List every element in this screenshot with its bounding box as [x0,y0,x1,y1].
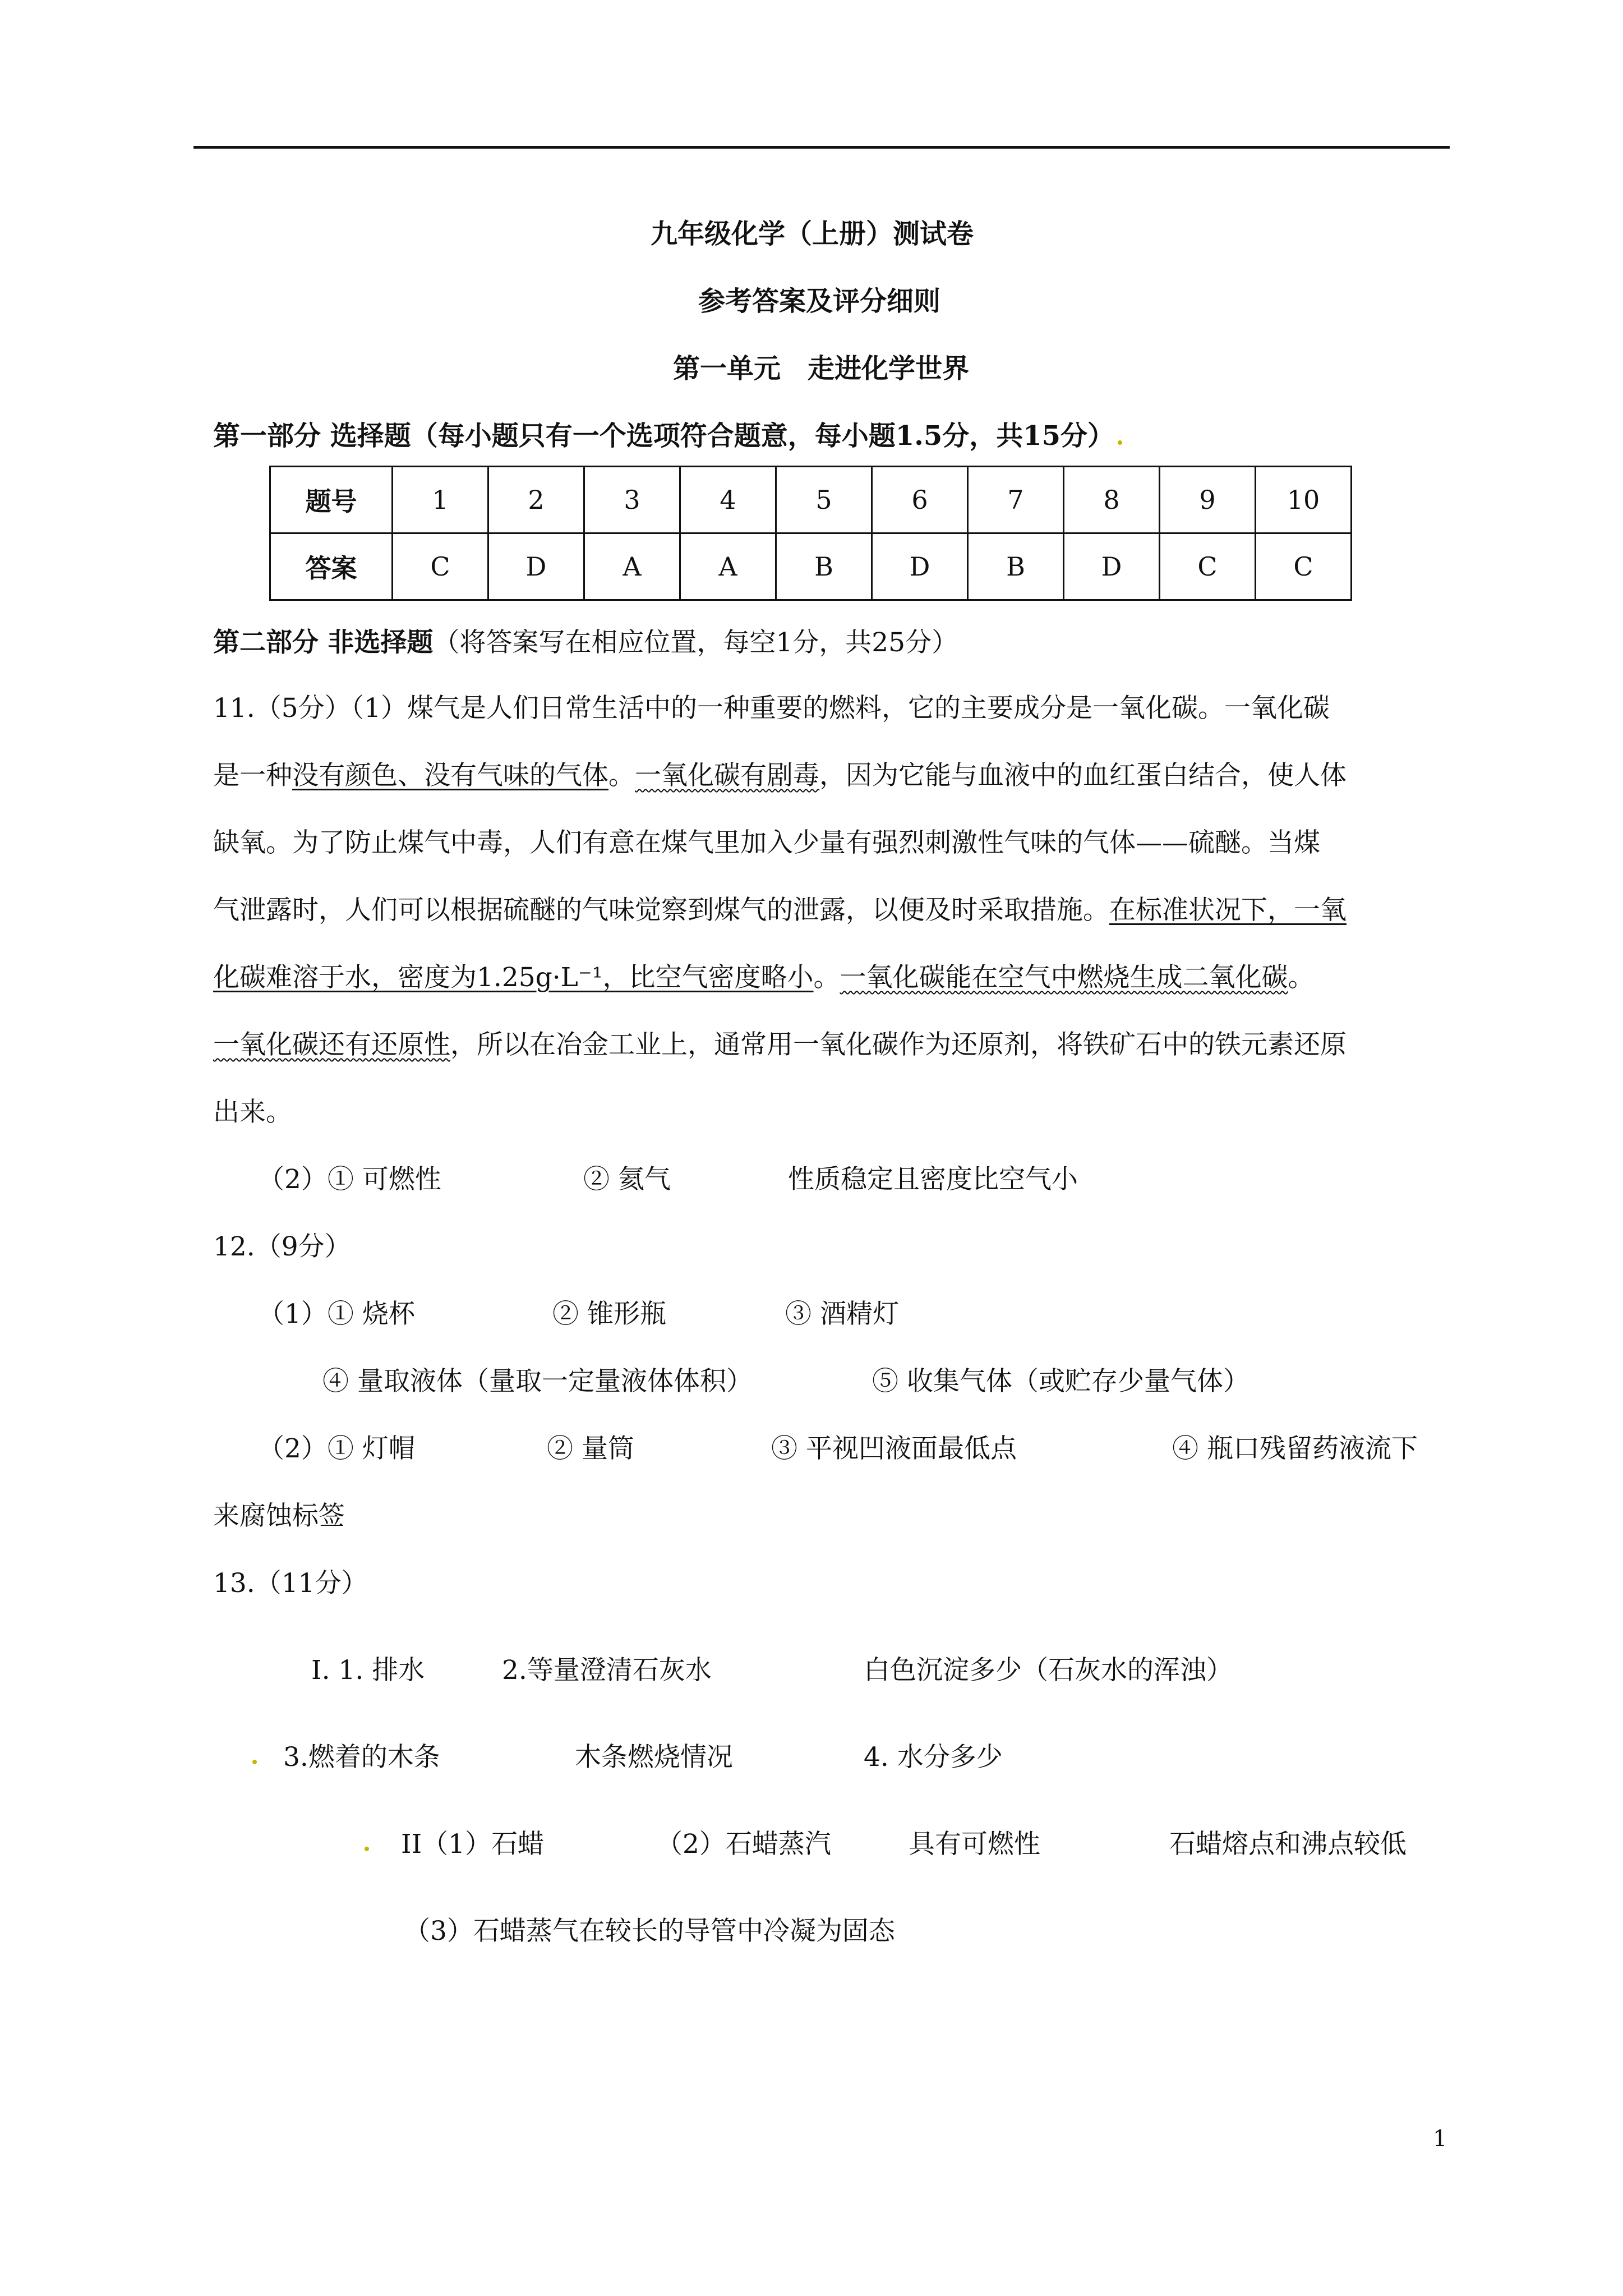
table-row-answers [270,533,1352,600]
answer-table [269,466,1352,601]
q11-line-5 [213,956,1315,994]
q11-line-4 [213,889,1347,927]
mark-dot [252,1756,257,1766]
part2-heading [213,622,958,659]
table-cell: D [872,533,968,600]
table-cell: 8 [1064,467,1160,533]
q13-answer: 白色沉淀多少（石灰水的浑浊） [864,1655,1233,1686]
q12-answer: ④ 瓶口残留药液流下 [1172,1433,1418,1464]
wavy-underlined-text: 一氧化碳还有还原性 [213,1029,450,1060]
q12-answer: ② 锥形瓶 [552,1299,666,1329]
q13-answer: 2.等量澄清石灰水 [502,1655,712,1686]
text-span: 。 [1288,962,1315,993]
table-cell: 4 [680,467,776,533]
q13-answer: 石蜡熔点和沸点较低 [1169,1829,1407,1860]
table-cell: A [584,533,680,600]
q13-answer: I. 1. 排水 [311,1655,425,1686]
q11-part2-answer-2: ② 氦气 [583,1164,671,1195]
q11-line-1: 11.（5分）（1）煤气是人们日常生活中的一种重要的燃料，它的主要成分是一氧化碳。一氧化碳 [213,693,1330,724]
q11-line-2 [213,754,1347,792]
q12-heading: 12.（9分） [213,1231,351,1262]
table-cell: B [968,533,1064,600]
q12-answer-continued: 来腐蚀标签 [213,1501,345,1531]
table-header-cell: 答案 [270,533,393,600]
q13-answer: 木条燃烧情况 [575,1742,733,1773]
q12-answer: ③ 平视凹液面最低点 [771,1433,1017,1464]
q13-heading: 13.（11分） [213,1568,368,1599]
mark-dot [365,1843,369,1853]
text-span: 。 [813,962,840,993]
table-cell: 6 [872,467,968,533]
text-span: ，所以在冶金工业上，通常用一氧化碳作为还原剂，将铁矿石中的铁元素还原 [450,1029,1347,1060]
q12-answer: （1）① 烧杯 [258,1299,415,1329]
q12-answer: ⑤ 收集气体（或贮存少量气体） [872,1366,1249,1397]
part1-heading [213,414,1122,453]
table-cell: 2 [488,467,584,533]
table-cell: 3 [584,467,680,533]
q12-answer: ② 量筒 [547,1433,634,1464]
page-number: 1 [1433,2126,1447,2152]
page-title: 九年级化学（上册）测试卷 [651,218,974,250]
wavy-underlined-text: 一氧化碳能在空气中燃烧生成二氧化碳 [840,962,1288,993]
unit-title: 第一单元 走进化学世界 [673,353,970,384]
q11-line-3: 缺氧。为了防止煤气中毒，人们有意在煤气里加入少量有强烈刺激性气味的气体——硫醚。当煤 [213,827,1320,858]
q13-answer: 具有可燃性 [909,1829,1040,1860]
underlined-text: 在标准状况下，一氧 [1109,895,1347,926]
q11-line-6 [213,1024,1347,1061]
underlined-text: 化碳难溶于水，密度为1.25g·L⁻¹，比空气密度略小 [213,962,814,993]
q12-answer: ③ 酒精灯 [785,1299,899,1329]
table-cell: B [776,533,872,600]
table-cell: 1 [393,467,488,533]
q13-answer: 4. 水分多少 [864,1742,1003,1773]
table-cell: A [680,533,776,600]
table-cell: D [488,533,584,600]
q11-line-7: 出来。 [213,1097,292,1128]
table-cell: D [1064,533,1160,600]
table-cell: C [393,533,488,600]
part1-heading-text: 第一部分 选择题（每小题只有一个选项符合题意，每小题1.5分，共15分） [213,420,1115,452]
q12-answer: ④ 量取液体（量取一定量液体体积） [322,1366,753,1397]
q12-answer: （2）① 灯帽 [258,1433,415,1464]
q13-answer: （2）石蜡蒸汽 [656,1829,831,1860]
q11-part2-answer-3: 性质稳定且密度比空气小 [788,1164,1078,1195]
text-span: ，因为它能与血液中的血红蛋白结合，使人体 [819,760,1347,791]
underlined-text: 没有颜色、没有气味的气体 [292,760,608,791]
table-cell: 7 [968,467,1064,533]
part2-heading-note: （将答案写在相应位置，每空1分，共25分） [433,627,958,658]
mark-dot [1118,440,1122,445]
wavy-underlined-text: 一氧化碳有剧毒 [635,760,819,791]
page-subtitle: 参考答案及评分细则 [698,286,941,317]
part2-heading-bold: 第二部分 非选择题 [213,627,434,658]
table-cell: 10 [1256,467,1352,533]
text-span: 气泄露时，人们可以根据硫醚的气味觉察到煤气的泄露，以便及时采取措施。 [213,895,1109,926]
table-cell: C [1256,533,1352,600]
q13-answer: 3.燃着的木条 [283,1742,440,1773]
header-rule [193,146,1450,149]
q13-answer: II（1）石蜡 [401,1829,545,1860]
table-cell: 9 [1160,467,1256,533]
table-header-cell: 题号 [270,467,393,533]
table-cell: C [1160,533,1256,600]
q11-part2-answer-1: （2）① 可燃性 [258,1164,441,1195]
table-cell: 5 [776,467,872,533]
text-span: 。 [608,760,635,791]
text-span: 是一种 [213,760,292,791]
table-row-numbers [270,467,1352,533]
q13-answer: （3）石蜡蒸气在较长的导管中冷凝为固态 [404,1916,895,1947]
